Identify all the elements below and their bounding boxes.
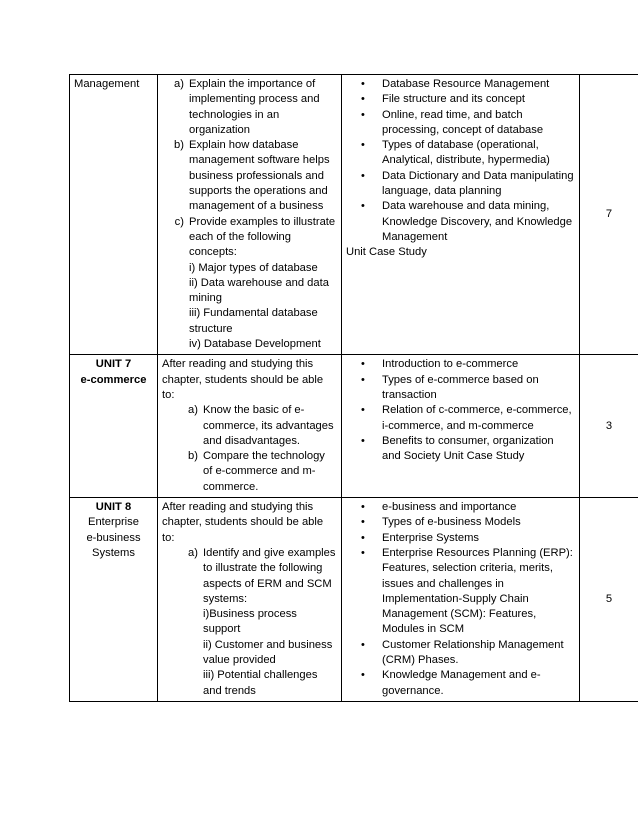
subitem: iv) Database Development: [189, 338, 321, 351]
subitem: iii) Fundamental database structure: [189, 307, 318, 335]
objective-item: [162, 215, 337, 261]
content-item: • Types of database (operational, Analytical, distribute, hypermedia): [382, 138, 575, 169]
objective-item: [162, 77, 337, 138]
objectives-cell: [158, 498, 342, 702]
content-item: • Customer Relationship Management (CRM) Phases.: [382, 638, 575, 669]
unit-cell: [70, 355, 158, 498]
objective-text: Know the basic of e-commerce, its advantages and disadvantages.: [203, 404, 334, 447]
unit-number: UNIT 7: [95, 358, 132, 371]
unit-title-line: e-business: [86, 531, 141, 544]
subitem: ii) Customer and business value provided: [203, 638, 333, 666]
content-cell: [342, 75, 580, 355]
content-item: • Types of e-commerce based on transaction: [382, 373, 575, 404]
content-list: [346, 500, 575, 699]
content-item: • Knowledge Management and e-governance.: [382, 668, 575, 699]
objective-label: a): [188, 546, 198, 559]
content-cell: [342, 498, 580, 702]
unit-title: e-commerce: [80, 373, 147, 386]
unit-cell: [70, 75, 158, 355]
table-row: [70, 498, 638, 702]
content-list: [346, 77, 575, 245]
content-item: • File structure and its concept: [382, 92, 575, 107]
table-row: [70, 355, 638, 498]
subitem: iii) Potential challenges and trends: [203, 669, 318, 697]
objective-label: a): [188, 404, 198, 417]
table-row: [70, 75, 638, 355]
objectives-cell: [158, 75, 342, 355]
objective-text: Provide examples to illustrate each of the following concepts:: [189, 215, 336, 259]
unit-title-line: Systems: [92, 546, 135, 559]
hours-cell: 7: [580, 75, 638, 355]
unit-title-line: Enterprise: [88, 516, 139, 529]
unit-cell: [70, 498, 158, 702]
content-item: • Data warehouse and data mining, Knowledge Discovery, and Knowledge Management: [382, 199, 575, 245]
objectives-intro: After reading and studying this chapter, students should be able to:: [162, 358, 324, 401]
objective-label: c): [174, 215, 184, 228]
hours-cell: 3: [580, 355, 638, 498]
content-item: • Types of e-business Models: [382, 515, 575, 530]
content-item: • Enterprise Systems: [382, 531, 575, 546]
objective-text: Explain the importance of implementing process and technologies in an organization: [189, 78, 320, 136]
objectives-cell: [158, 355, 342, 498]
content-item: • Enterprise Resources Planning (ERP): Features, selection criteria, merits, issues and challenges in Implementation-Supply Chain Management (SCM): Features, Modules in SCM: [382, 546, 575, 638]
content-item: • e-business and importance: [382, 500, 575, 515]
objective-item: [162, 546, 337, 607]
content-item: • Online, read time, and batch processing, concept of database: [382, 108, 575, 139]
objective-item: [162, 403, 337, 449]
unit-title: Management: [74, 78, 140, 90]
content-item: • Database Resource Management: [382, 77, 575, 92]
unit-number: UNIT 8: [95, 501, 132, 514]
syllabus-table: [69, 74, 638, 702]
objective-label: b): [188, 450, 198, 463]
objective-item: [162, 138, 337, 214]
objectives-intro: After reading and studying this chapter, students should be able to:: [162, 501, 324, 544]
subitem: ii) Data warehouse and data mining: [189, 276, 329, 305]
content-item: • Data Dictionary and Data manipulating language, data planning: [382, 169, 575, 200]
content-cell: [342, 355, 580, 498]
hours-cell: 5: [580, 498, 638, 702]
objective-label: b): [174, 139, 184, 152]
objective-item: [162, 449, 337, 495]
content-item: • Introduction to e-commerce: [382, 357, 575, 372]
content-item: • Relation of c-commerce, e-commerce, i-commerce, and m-commerce: [382, 403, 575, 434]
subitem: i)Business process support: [203, 608, 297, 636]
objective-text: Explain how database management software helps business professionals and supports the operations and management of a business: [189, 139, 330, 213]
unit-case-study: Unit Case Study: [346, 246, 427, 259]
objective-label: a): [174, 78, 184, 90]
objective-text: Compare the technology of e-commerce and m-commerce.: [203, 450, 325, 493]
content-item: • Benefits to consumer, organization and Society Unit Case Study: [382, 434, 575, 465]
content-list: [346, 357, 575, 464]
objective-text: Identify and give examples to illustrate the following aspects of ERM and SCM systems:: [203, 546, 336, 605]
subitem: i) Major types of database: [189, 261, 318, 274]
